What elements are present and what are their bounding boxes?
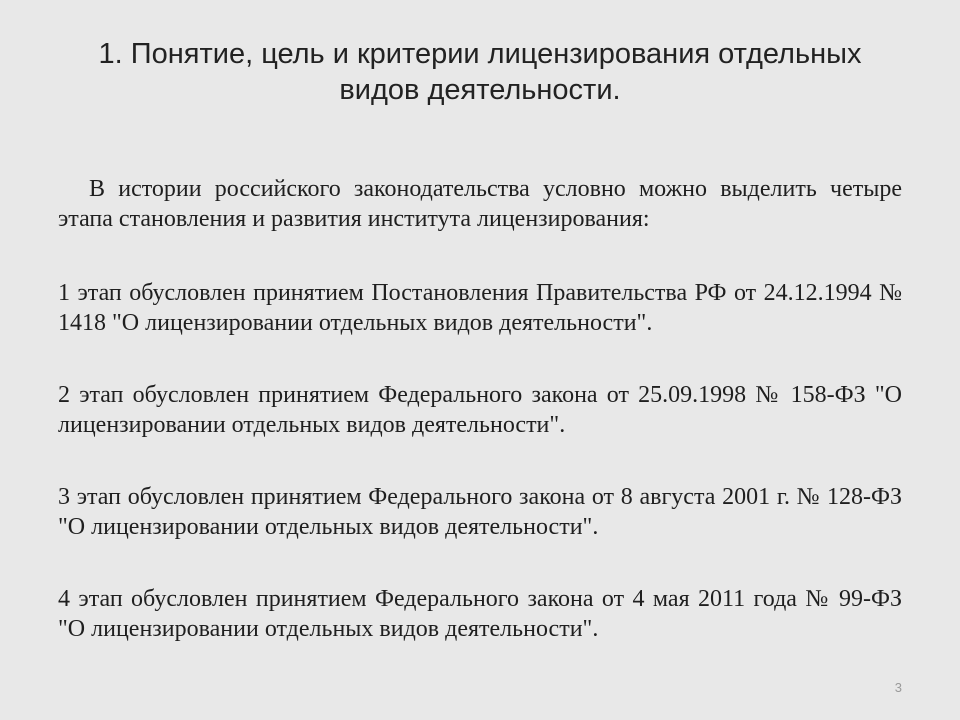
stage-paragraph-3: 3 этап обусловлен принятием Федерального закона от 8 августа 2001 г. № 128-ФЗ "О лицензировании отдельных видов деятельности". xyxy=(58,484,902,540)
page-number: 3 xyxy=(894,680,902,695)
stage-paragraph-4: 4 этап обусловлен принятием Федерального закона от 4 мая 2011 года № 99-ФЗ "О лицензировании отдельных видов деятельности". xyxy=(58,586,902,642)
stage-paragraph-2: 2 этап обусловлен принятием Федерального закона от 25.09.1998 № 158-ФЗ "О лицензировании отдельных видов деятельности". xyxy=(58,382,902,438)
slide-title: 1. Понятие, цель и критерии лицензирования отдельных видов деятельности. xyxy=(98,38,862,106)
intro-paragraph: В истории российского законодательства условно можно выделить четыре этапа становления и развития института лицензирования: xyxy=(58,176,902,232)
stage-paragraph-1: 1 этап обусловлен принятием Постановления Правительства РФ от 24.12.1994 № 1418 "О лицензировании отдельных видов деятельности". xyxy=(58,280,902,336)
slide-body xyxy=(58,174,902,644)
